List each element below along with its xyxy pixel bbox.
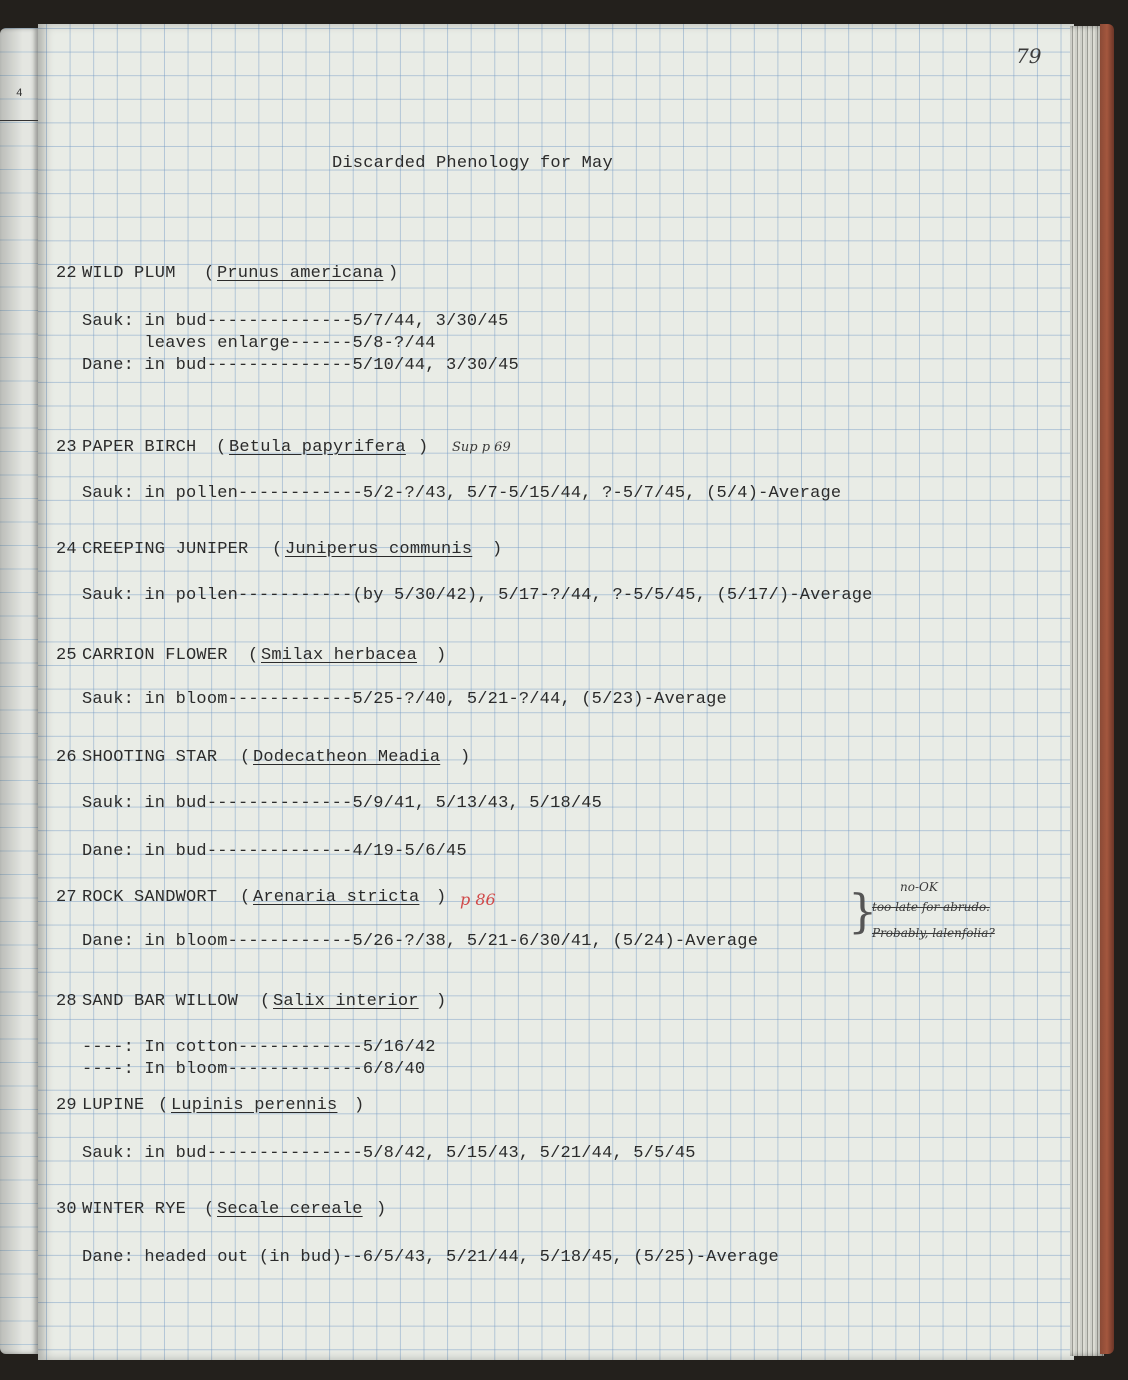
entry-close-paren: ) — [354, 1096, 365, 1115]
margin-note-line: Probably, lalenfolia? — [872, 926, 995, 940]
entry-observation: ----: In cotton------------5/16/42 — [82, 1038, 436, 1057]
entry-number: 30 — [56, 1200, 77, 1219]
entry-scientific-name: Arenaria stricta — [253, 888, 420, 907]
entry-scientific-name: Betula papyrifera — [229, 438, 406, 457]
entry-open-paren: ( — [158, 1096, 169, 1115]
previous-page-rule — [0, 120, 38, 121]
entry-observation: Sauk: in bud---------------5/8/42, 5/15/43, 5/21/44, 5/5/45 — [82, 1144, 696, 1163]
entry-close-paren: ) — [436, 646, 447, 665]
entry-close-paren: ) — [388, 264, 399, 283]
entry-common-name: CARRION FLOWER — [82, 646, 228, 665]
entry-observation: Dane: in bloom------------5/26-?/38, 5/21-6/30/41, (5/24)-Average — [82, 932, 759, 951]
entry-close-paren: ) — [436, 992, 447, 1011]
entry-common-name: ROCK SANDWORT — [82, 888, 218, 907]
entry-observation: leaves enlarge------5/8-?/44 — [82, 334, 436, 353]
entry-common-name: WINTER RYE — [82, 1200, 187, 1219]
entry-close-paren: ) — [418, 438, 429, 457]
entry-scientific-name: Smilax herbacea — [261, 646, 418, 665]
entry-close-paren: ) — [460, 748, 471, 767]
entry-observation: Dane: in bud--------------5/10/44, 3/30/45 — [82, 356, 519, 375]
entry-observation: Sauk: in pollen-----------(by 5/30/42), 5/17-?/44, ?-5/5/45, (5/17/)-Average — [82, 586, 873, 605]
entry-number: 25 — [56, 646, 77, 665]
entry-observation: Sauk: in bud--------------5/7/44, 3/30/45 — [82, 312, 509, 331]
previous-page-edge — [0, 28, 38, 1354]
handwritten-reference: Sup p 69 — [452, 440, 511, 455]
entry-common-name: SAND BAR WILLOW — [82, 992, 239, 1011]
entry-observation: Dane: headed out (in bud)--6/5/43, 5/21/44, 5/18/45, (5/25)-Average — [82, 1248, 779, 1267]
entry-number: 22 — [56, 264, 77, 283]
entry-number: 28 — [56, 992, 77, 1011]
entry-observation: Sauk: in pollen------------5/2-?/43, 5/7-5/15/44, ?-5/7/45, (5/4)-Average — [82, 484, 842, 503]
entry-open-paren: ( — [248, 646, 259, 665]
entry-common-name: SHOOTING STAR — [82, 748, 218, 767]
entry-open-paren: ( — [216, 438, 227, 457]
entry-scientific-name: Lupinis perennis — [171, 1096, 338, 1115]
entry-close-paren: ) — [376, 1200, 387, 1219]
entry-common-name: CREEPING JUNIPER — [82, 540, 249, 559]
entry-scientific-name: Juniperus communis — [285, 540, 473, 559]
entry-number: 23 — [56, 438, 77, 457]
margin-note-line: no-OK — [900, 880, 938, 894]
page-number: 79 — [1016, 44, 1042, 68]
entry-observation: Sauk: in bud--------------5/9/41, 5/13/43, 5/18/45 — [82, 794, 603, 813]
entry-open-paren: ( — [204, 1200, 215, 1219]
entry-open-paren: ( — [204, 264, 215, 283]
entry-close-paren: ) — [436, 888, 447, 907]
margin-note-line: too late for abrudo. — [872, 900, 990, 914]
entry-number: 24 — [56, 540, 77, 559]
entry-scientific-name: Salix interior — [273, 992, 419, 1011]
entry-scientific-name: Prunus americana — [217, 264, 384, 283]
entry-number: 27 — [56, 888, 77, 907]
entry-common-name: WILD PLUM — [82, 264, 176, 283]
margin-brace: } — [848, 884, 878, 938]
previous-page-number: 4 — [16, 88, 23, 100]
entry-open-paren: ( — [272, 540, 283, 559]
entry-observation: ----: In bloom-------------6/8/40 — [82, 1060, 426, 1079]
entry-observation: Dane: in bud--------------4/19-5/6/45 — [82, 842, 467, 861]
handwritten-reference: p 86 — [460, 890, 496, 909]
page-title: Discarded Phenology for May — [332, 154, 613, 173]
entry-common-name: LUPINE — [82, 1096, 145, 1115]
entry-open-paren: ( — [240, 748, 251, 767]
page-edges — [1070, 26, 1104, 1356]
entry-open-paren: ( — [240, 888, 251, 907]
book-cover — [1100, 24, 1114, 1354]
entry-number: 26 — [56, 748, 77, 767]
entry-close-paren: ) — [492, 540, 503, 559]
entry-common-name: PAPER BIRCH — [82, 438, 197, 457]
entry-open-paren: ( — [260, 992, 271, 1011]
entry-observation: Sauk: in bloom------------5/25-?/40, 5/21-?/44, (5/23)-Average — [82, 690, 727, 709]
entry-scientific-name: Secale cereale — [217, 1200, 363, 1219]
entry-number: 29 — [56, 1096, 77, 1115]
entry-scientific-name: Dodecatheon Meadia — [253, 748, 441, 767]
